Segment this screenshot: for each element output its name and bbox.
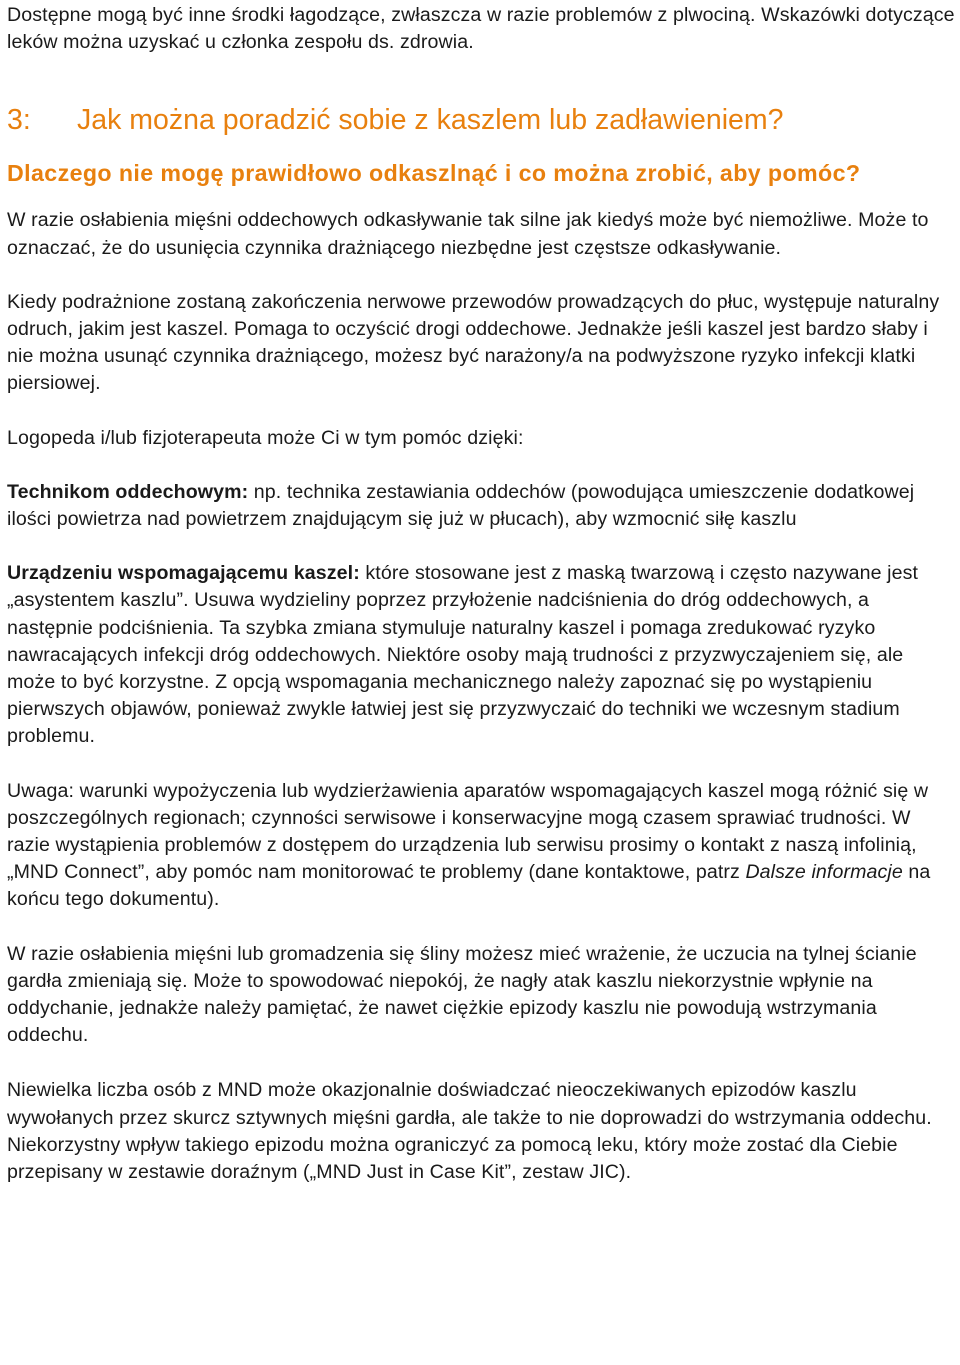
breathing-techniques-text: np. technika zestawiania oddechów (powodująca umieszczenie dodatkowej ilości powietrza nad powietrzem znajdującym się już w płucach), aby wzmocnić siłę kaszlu xyxy=(7,480,915,531)
document-page xyxy=(7,0,955,1186)
note-text-start: Uwaga: warunki wypożyczenia lub wydzierżawienia aparatów wspomagających kaszel mogą różnić się w poszczególnych regionach; czynności serwisowe i konserwacyjne mogą czasem sprawiać trudności. W razie wystąpienia problemów z dostępem do urządzenia lub serwisu prosimy o kontakt z naszą infolinią, „MND Connect”, aby pomóc nam monitorować te problemy (dane kontaktowe, patrz xyxy=(7,779,929,884)
paragraph-breathing-techniques xyxy=(7,479,955,533)
paragraph-cough-reflex: Kiedy podrażnione zostaną zakończenia nerwowe przewodów prowadzących do płuc, występuje naturalny odruch, jakim jest kaszel. Pomaga to oczyścić drogi oddechowe. Jednakże jeśli kaszel jest bardzo słaby i nie można usunąć czynnika drażniącego, możesz być narażony/a na podwyższone ryzyko infekcji klatki piersiowej. xyxy=(7,290,940,395)
paragraph-note xyxy=(7,778,955,914)
paragraph-weak-muscles: W razie osłabienia mięśni oddechowych odkasływanie tak silne jak kiedyś może być niemożliwe. Może to oznaczać, że do usunięcia czynnika drażniącego niezbędne jest częstsze odkasływanie. xyxy=(7,209,929,259)
breathing-techniques-label: Technikom oddechowym: xyxy=(7,480,249,503)
paragraph-laryngospasm: Niewielka liczba osób z MND może okazjonalnie doświadczać nieoczekiwanych epizodów kaszlu wywołanych przez skurcz sztywnych mięśni gardła, ale także to nie doprowadzi do wstrzymania oddechu. Niekorzystny wpływ takiego epizodu można ograniczyć za pomocą leku, który może zostać dla Ciebie przepisany w zestawie doraźnym („MND Just in Case Kit”, zestaw JIC). xyxy=(7,1079,932,1184)
section-heading xyxy=(7,103,955,137)
note-text-end: na końcu tego dokumentu). xyxy=(7,861,931,911)
paragraph-cough-assist xyxy=(7,560,955,750)
section-number: 3: xyxy=(7,104,31,137)
paragraph-throat-sensation: W razie osłabienia mięśni lub gromadzenia się śliny możesz mieć wrażenie, że uczucia na tylnej ścianie gardła zmieniają się. Może to spowodować niepokój, że nagły atak kaszlu niekorzystnie wpłynie na oddychanie, jednakże należy pamiętać, że nawet ciężkie epizody kaszlu nie powodują wstrzymania oddechu. xyxy=(7,942,917,1047)
cough-assist-label: Urządzeniu wspomagającemu kaszel: xyxy=(7,562,360,585)
intro-paragraph: Dostępne mogą być inne środki łagodzące, zwłaszcza w razie problemów z plwociną. Wskazówki dotyczące leków można uzyskać u członka zespołu ds. zdrowia. xyxy=(7,4,955,54)
question-heading: Dlaczego nie mogę prawidłowo odkaszlnąć i co można zrobić, aby pomóc? xyxy=(7,160,861,187)
cough-assist-text: które stosowane jest z maską twarzową i często nazywane jest „asystentem kaszlu”. Usuwa wydzieliny poprzez przyłożenie nadciśnienia do dróg oddechowych, a następnie podciśnienia. Ta szybka zmiana stymuluje naturalny kaszel i pomaga zredukować ryzyko nawracających infekcji dróg oddechowych. Niektóre osoby mają trudności z przyzwyczajeniem się, ale może to być korzystne. Z opcją wspomagania mechanicznego należy zapoznać się po wystąpieniu pierwszych objawów, ponieważ zwykle łatwiej jest się przyzwyczaić do techniki we wczesnym stadium problemu. xyxy=(7,562,919,748)
section-title: Jak można poradzić sobie z kaszlem lub zadławieniem? xyxy=(77,104,784,137)
paragraph-therapist-help: Logopeda i/lub fizjoterapeuta może Ci w tym pomóc dzięki: xyxy=(7,426,524,449)
further-info-reference: Dalsze informacje xyxy=(745,861,903,884)
